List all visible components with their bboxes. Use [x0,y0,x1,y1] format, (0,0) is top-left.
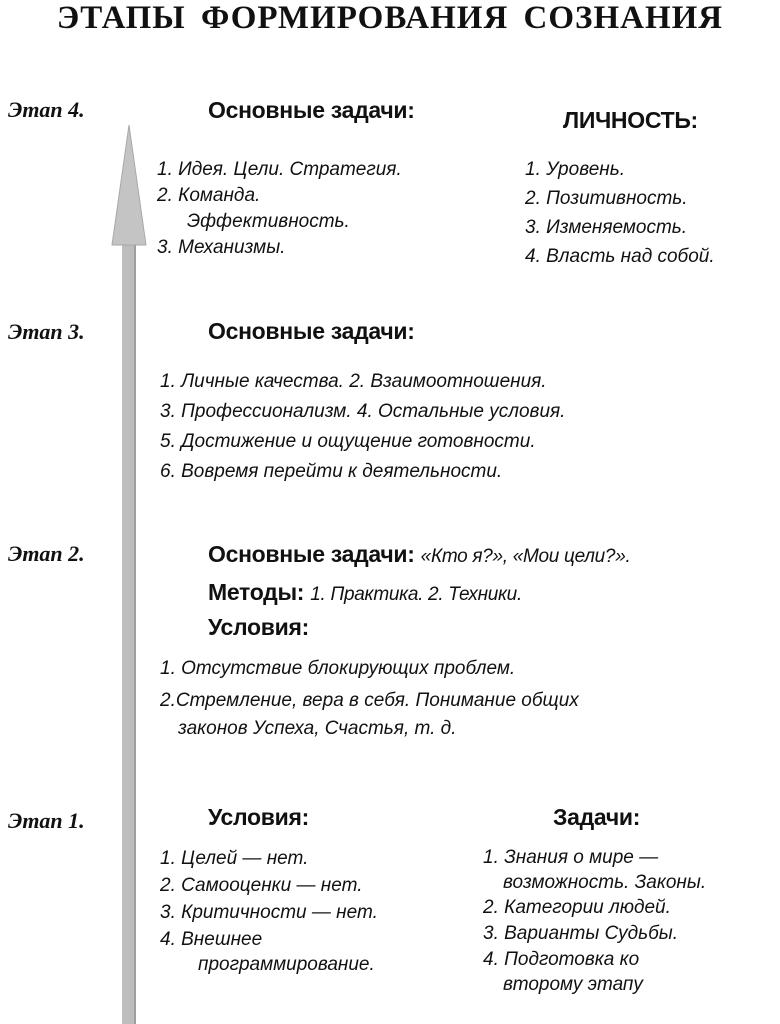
stage-4-label: Этап 4. [8,97,85,122]
stage-2-tasks-inline: «Кто я?», «Мои цели?». [420,546,631,567]
list-item: 3. Изменяемость. [525,217,688,238]
diagram-title: ЭТАПЫ ФОРМИРОВАНИЯ СОЗНАНИЯ [56,0,724,36]
list-item: 2. Самооценки — нет. [160,875,363,896]
stage-4-tasks-heading: Основные задачи: [208,97,415,123]
stage-2-methods-inline: 1. Практика. 2. Техники. [310,584,522,605]
list-item: 1. Личные качества. 2. Взаимоотношения. [160,371,547,392]
list-item: 3. Критичности — нет. [160,902,378,923]
list-item: 3. Механизмы. [157,237,286,258]
stage-4-tasks-list [157,157,402,261]
stage-2-conditions-list [160,653,579,741]
list-item: 4. Внешнее [160,929,263,950]
list-item: 1. Уровень. [525,159,625,180]
list-item: программирование. [198,954,375,975]
stage-3-label: Этап 3. [8,319,85,344]
arrow-up-icon [110,125,150,1024]
list-item: 1. Целей — нет. [160,848,309,869]
list-item: 1. Идея. Цели. Стратегия. [157,159,402,180]
list-item: 2. Команда. [157,185,261,206]
list-item: 2. Позитивность. [525,188,688,209]
list-item: 3. Профессионализм. 4. Остальные условия. [160,401,566,422]
stage-1-tasks-list [483,845,706,997]
list-item: Эффективность. [187,211,350,232]
stage-2-methods-heading-text: Методы: [208,579,305,605]
personality-list [525,155,715,271]
stage-2-tasks-heading [208,541,630,568]
list-item: законов Успеха, Счастья, т. д. [178,718,457,739]
stage-2-label: Этап 2. [8,541,85,566]
list-item: 6. Вовремя перейти к деятельности. [160,461,503,482]
list-item: 4. Подготовка ко [483,949,640,970]
list-item: 5. Достижение и ощущение готовности. [160,431,536,452]
stage-1-label: Этап 1. [8,808,85,833]
stage-2-conditions-heading: Условия: [208,614,309,640]
stage-3-tasks-list [160,367,565,487]
list-item: 4. Власть над собой. [525,246,715,267]
list-item: возможность. Законы. [503,872,707,893]
list-item: 2.Стремление, вера в себя. Понимание общих [160,690,579,711]
list-item: 3. Варианты Судьбы. [483,923,679,944]
list-item: 1. Знания о мире — [483,847,659,868]
stage-1-conditions-list [160,845,378,977]
list-item: 1. Отсутствие блокирующих проблем. [160,658,516,679]
stage-2-tasks-heading-text: Основные задачи: [208,541,415,567]
stage-3-tasks-heading: Основные задачи: [208,318,415,344]
list-item: 2. Категории людей. [483,897,671,918]
personality-heading: ЛИЧНОСТЬ: [563,107,698,133]
stage-2-methods-heading [208,579,522,606]
list-item: второму этапу [503,974,643,995]
stage-1-tasks-heading: Задачи: [553,804,641,830]
stage-1-conditions-heading: Условия: [208,804,309,830]
